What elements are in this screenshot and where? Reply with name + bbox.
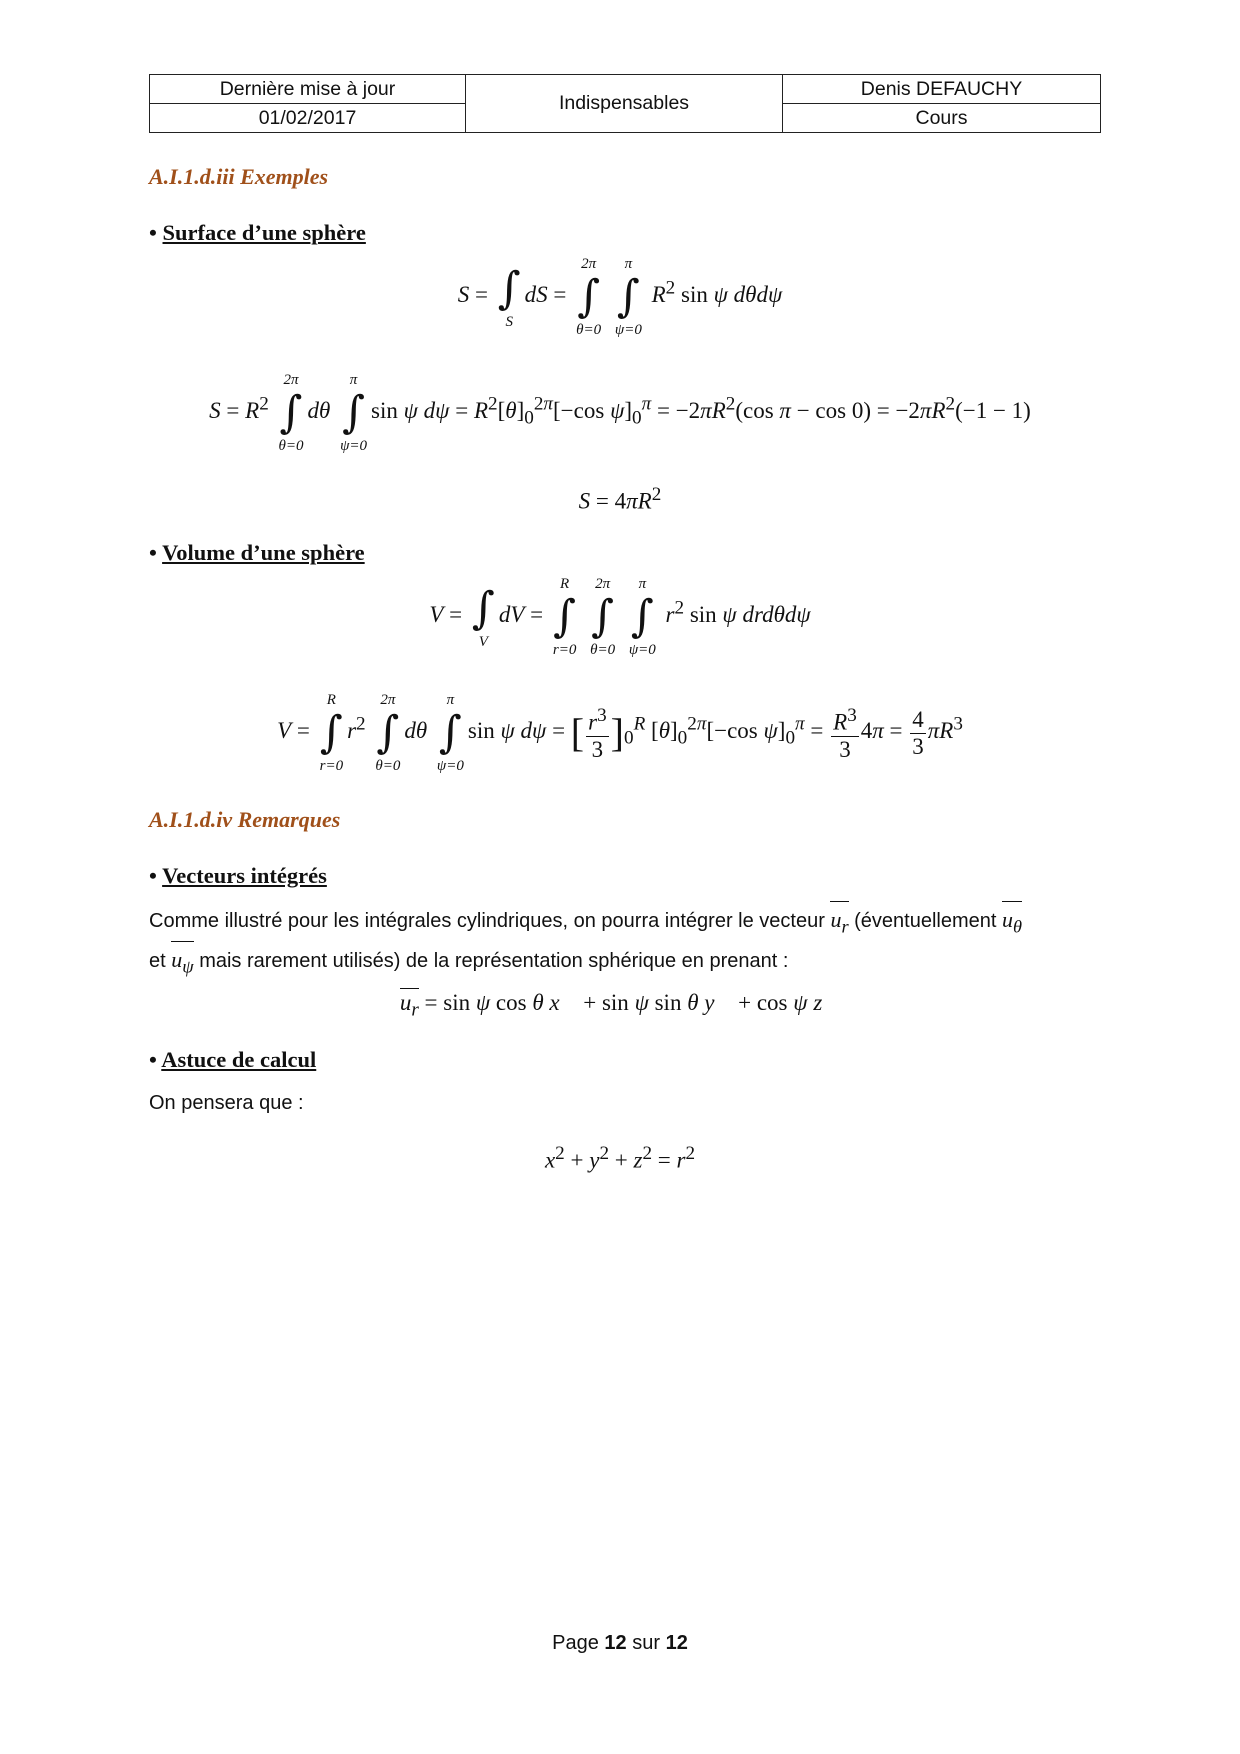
footer-page-total: 12 (665, 1632, 688, 1654)
bullet-vectors: • Vecteurs intégrés (149, 863, 327, 888)
equation-surface-2-text: $S = R^2$ 2π ∫ θ=0 dθ π ∫ ψ=0 sin ψ $d\psi = R^2[\theta]_0^{2\pi}[-\cos$ $\psi]_0^\pi = -2\pi R^2(\cos$ $\pi - \cos 0) = -2\pi R^2(-1 - 1)$ (209, 372, 1031, 454)
bullet-trick: • Astuce de calcul (149, 1047, 317, 1072)
vectors-text-2: (éventuellement (854, 910, 997, 932)
equation-ur (0, 990, 1240, 1022)
header-type: Cours (783, 104, 1101, 133)
vectors-text-1: Comme illustré pour les intégrales cylindriques, on pourra intégrer le vecteur (149, 910, 825, 932)
bullet-trick-label: Astuce de calcul (161, 1047, 317, 1072)
header-date: 01/02/2017 (150, 104, 466, 133)
vectors-paragraph: Comme illustré pour les intégrales cylindriques, on pourra intégrer le vecteur $u_r$ (éventuellement $u_\theta$ et $u_\psi$ mais rarement utilisés) de la représentation sphérique en prenant : (149, 903, 1101, 984)
bullet-surface-label: Surface d’une sphère (162, 220, 366, 245)
section-examples-title: A.I.1.d.iii Exemples (149, 164, 329, 189)
equation-surface-2 (0, 372, 1240, 454)
equation-trick: $x^2 + y^2 + z^2 = r^2$ (544, 1143, 696, 1173)
equation-volume-1-text: V = ∫ V dV = R ∫ r=0 2π ∫ θ=0 π ∫ ψ=0 $r^2$ sin ψ drdθdψ (429, 576, 811, 658)
section-remarks-title: A.I.1.d.iv Remarques (149, 807, 341, 832)
bullet-volume-label: Volume d’une sphère (162, 540, 365, 565)
equation-ur-text: $u_r = \sin \psi$ cos θ x⃗ + sin ψ sin θ y⃗ + cos ψ z⃗ (399, 990, 841, 1021)
vectors-text-3: et (149, 950, 166, 973)
equation-volume-1 (0, 576, 1240, 658)
footer-page-current: 12 (604, 1632, 627, 1654)
equation-surface-1 (0, 256, 1240, 338)
bullet-volume: • Volume d’une sphère (149, 540, 365, 565)
equation-volume-2-text: V = R ∫ r=0 $r^2$ 2π ∫ θ=0 dθ π ∫ ψ=0 sin ψ dψ = [ $\frac{r^3}{3}$ ]$_0^R$ $[\theta]_0^{2\pi}[-\cos$ $\psi]_0^\pi$ = $\frac{R^3}{3}$ 4π = $\frac{4}{3}$ $\pi R^3$ (277, 692, 963, 774)
vectors-text-4: mais rarement utilisés) de la représentation sphérique en prenant : (199, 950, 789, 973)
bullet-vectors-label: Vecteurs intégrés (162, 863, 327, 888)
header-author: Denis DEFAUCHY (783, 75, 1101, 104)
footer-page-word: Page (552, 1632, 599, 1654)
equation-surface-1-text: S = ∫ S dS = 2π ∫ θ=0 π ∫ ψ=0 $R^2$ sin ψ dθdψ (457, 256, 783, 338)
header-last-update: Dernière mise à jour (150, 75, 466, 104)
equation-surface-result: $S = 4\pi R^2$ (578, 484, 662, 514)
page-footer (0, 1632, 1240, 1655)
equation-volume-2 (0, 692, 1240, 774)
header-title: Indispensables (466, 75, 783, 133)
footer-page-of: sur (632, 1632, 661, 1654)
header-table (149, 74, 1101, 133)
bullet-surface: • Surface d’une sphère (149, 220, 366, 245)
trick-text: On pensera que : (149, 1092, 304, 1114)
